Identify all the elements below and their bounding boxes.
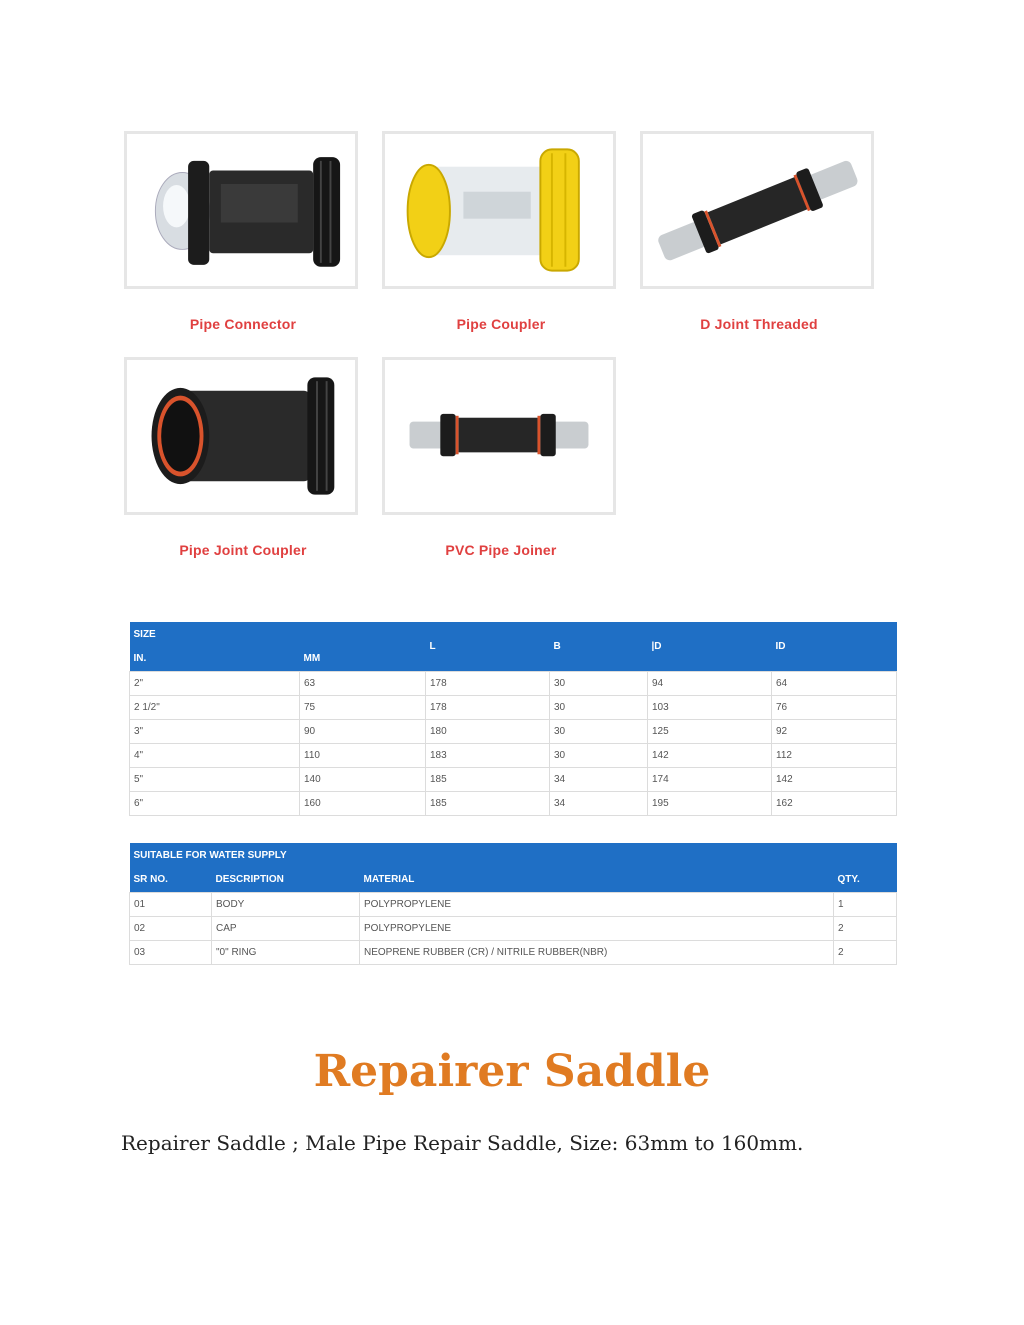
cell-b: 30 — [550, 743, 648, 767]
col-mm-header: MM — [300, 647, 426, 671]
material-table — [129, 843, 897, 965]
table-row — [130, 940, 897, 964]
cell-in: 5" — [130, 767, 300, 791]
table-row — [130, 767, 897, 791]
cell-description: CAP — [212, 916, 360, 940]
cell-b: 30 — [550, 671, 648, 695]
cell-id: 162 — [772, 791, 897, 815]
cell-id: 125 — [648, 719, 772, 743]
cell-id: 142 — [648, 743, 772, 767]
size-table — [129, 622, 897, 816]
cell-l: 178 — [426, 671, 550, 695]
table-row — [130, 791, 897, 815]
table-row — [130, 719, 897, 743]
cell-qty: 1 — [834, 892, 897, 916]
product-caption: Pipe Coupler — [456, 316, 546, 332]
col-in-header: IN. — [130, 647, 300, 671]
product-image-pvc-pipe-joiner — [382, 357, 616, 515]
cell-b: 30 — [550, 719, 648, 743]
cell-l: 185 — [426, 791, 550, 815]
cell-id: 142 — [772, 767, 897, 791]
col-id-header: |D — [648, 622, 772, 671]
col-l-header: L — [426, 622, 550, 671]
cell-id: 112 — [772, 743, 897, 767]
cell-l: 180 — [426, 719, 550, 743]
col-material-header: MATERIAL — [360, 868, 834, 892]
cell-material: POLYPROPYLENE — [360, 916, 834, 940]
cell-b: 34 — [550, 791, 648, 815]
table-row — [130, 916, 897, 940]
col-description-header: DESCRIPTION — [212, 868, 360, 892]
cell-qty: 2 — [834, 940, 897, 964]
cell-material: POLYPROPYLENE — [360, 892, 834, 916]
cell-material: NEOPRENE RUBBER (CR) / NITRILE RUBBER(NBR) — [360, 940, 834, 964]
product-image-pipe-joint-coupler — [124, 357, 358, 515]
col-qty-header: QTY. — [834, 868, 897, 892]
cell-sr: 02 — [130, 916, 212, 940]
cell-description: "0" RING — [212, 940, 360, 964]
cell-in: 6" — [130, 791, 300, 815]
cell-mm: 110 — [300, 743, 426, 767]
cell-b: 34 — [550, 767, 648, 791]
cell-in: 2 1/2" — [130, 695, 300, 719]
product-caption: Pipe Connector — [189, 316, 297, 332]
cell-in: 2" — [130, 671, 300, 695]
section-description: Repairer Saddle ; Male Pipe Repair Saddle, Size: 63mm to 160mm. — [121, 1131, 804, 1155]
cell-mm: 140 — [300, 767, 426, 791]
table-row — [130, 743, 897, 767]
cell-in: 4" — [130, 743, 300, 767]
cell-in: 3" — [130, 719, 300, 743]
table-row — [130, 695, 897, 719]
cell-id: 94 — [648, 671, 772, 695]
cell-mm: 160 — [300, 791, 426, 815]
col-id-header: ID — [772, 622, 897, 671]
cell-description: BODY — [212, 892, 360, 916]
table-row — [130, 892, 897, 916]
cell-id: 174 — [648, 767, 772, 791]
size-header: SIZE — [130, 622, 300, 647]
col-b-header: B — [550, 622, 648, 671]
product-caption: Pipe Joint Coupler — [179, 542, 307, 558]
table-row — [130, 671, 897, 695]
cell-l: 178 — [426, 695, 550, 719]
cell-sr: 01 — [130, 892, 212, 916]
cell-mm: 75 — [300, 695, 426, 719]
cell-id: 76 — [772, 695, 897, 719]
cell-sr: 03 — [130, 940, 212, 964]
cell-qty: 2 — [834, 916, 897, 940]
cell-id: 64 — [772, 671, 897, 695]
product-image-pipe-connector — [124, 131, 358, 289]
product-caption: D Joint Threaded — [700, 316, 818, 332]
section-title: Repairer Saddle — [313, 1046, 711, 1097]
cell-l: 183 — [426, 743, 550, 767]
product-image-pipe-coupler — [382, 131, 616, 289]
cell-id: 92 — [772, 719, 897, 743]
cell-id: 195 — [648, 791, 772, 815]
cell-b: 30 — [550, 695, 648, 719]
product-image-d-joint-threaded — [640, 131, 874, 289]
cell-l: 185 — [426, 767, 550, 791]
product-caption: PVC Pipe Joiner — [445, 542, 557, 558]
cell-id: 103 — [648, 695, 772, 719]
col-sr-header: SR NO. — [130, 868, 212, 892]
material-table-caption: SUITABLE FOR WATER SUPPLY — [130, 843, 897, 868]
cell-mm: 90 — [300, 719, 426, 743]
cell-mm: 63 — [300, 671, 426, 695]
